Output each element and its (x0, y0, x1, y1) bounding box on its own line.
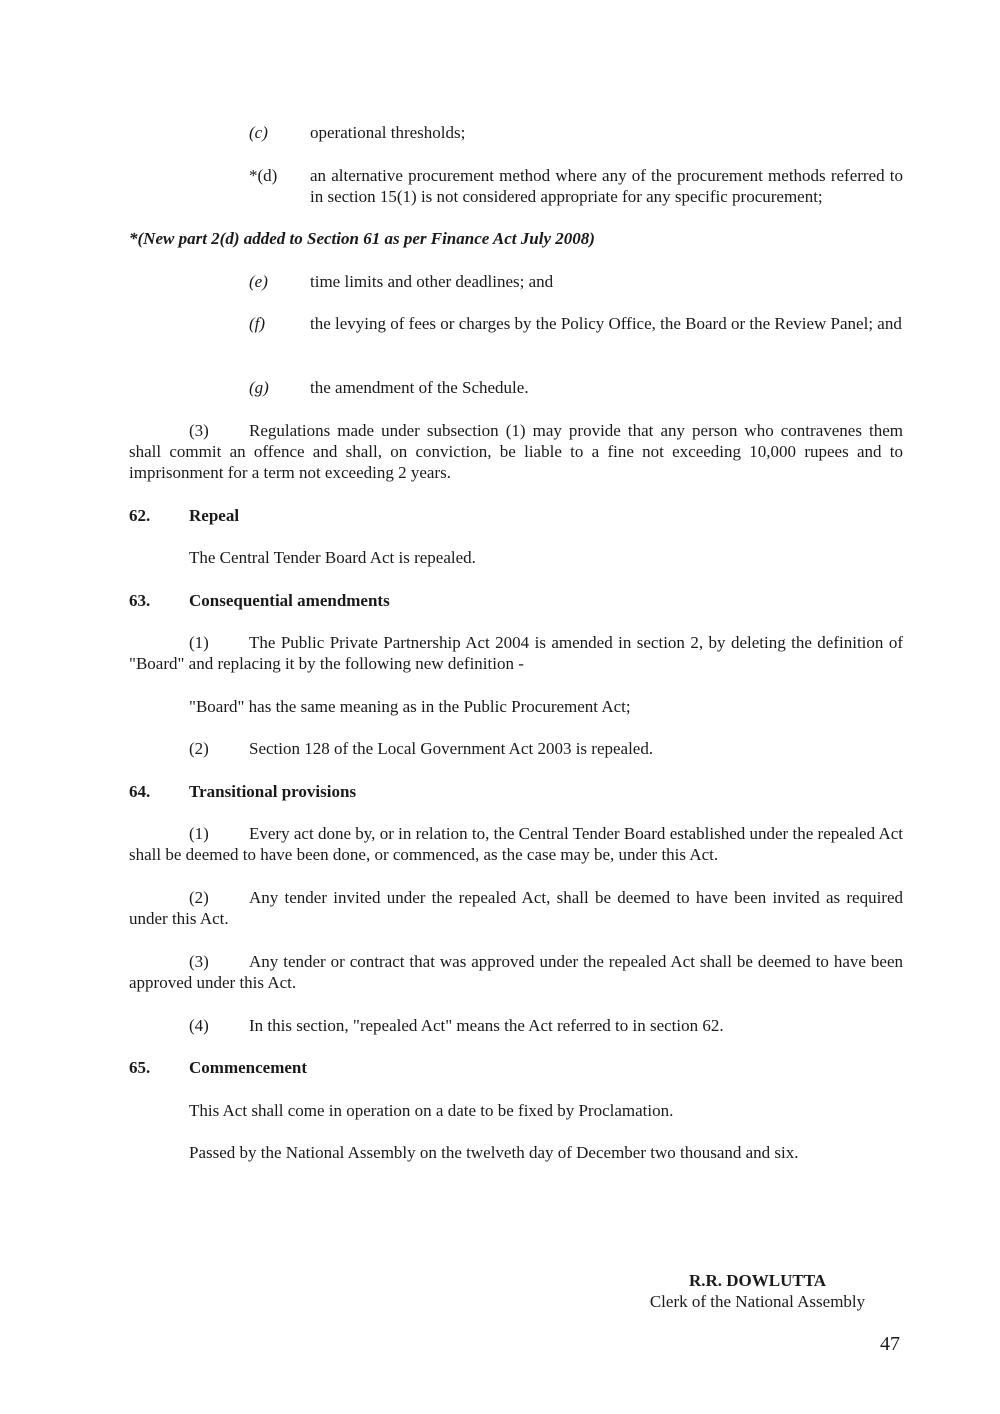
section-65-body: This Act shall come in operation on a date to be fixed by Proclamation. (189, 1101, 674, 1120)
signatory-title: Clerk of the National Assembly (649, 1292, 866, 1311)
subsection-text: Any tender invited under the repealed Act, shall be deemed to have been invited as required under this Act. (129, 888, 903, 928)
subsection-text: In this section, "repealed Act" means the Act referred to in section 62. (249, 1016, 724, 1035)
amendment-note: *(New part 2(d) added to Section 61 as per Finance Act July 2008) (129, 229, 595, 248)
item-label-e: (e) (249, 272, 268, 291)
item-label-g: (g) (249, 378, 269, 397)
page-number: 47 (880, 1333, 900, 1355)
section-62-heading: Repeal (189, 506, 240, 525)
subsection-number: (1) (189, 824, 209, 843)
subsection-number: (3) (189, 952, 209, 971)
subsection-text: Regulations made under subsection (1) may provide that any person who contravenes them shall commit an offence and shall, on conviction, be liable to a fine not exceeding 10,000 rupees and to imprisonment for a term not exceeding 2 years. (129, 421, 903, 482)
subsection-number: (2) (189, 888, 209, 907)
section-64-heading: Transitional provisions (189, 782, 357, 801)
subsection-number: (2) (189, 739, 209, 758)
subsection-64-2 (129, 887, 903, 929)
section-62-body: The Central Tender Board Act is repealed. (189, 548, 476, 567)
section-64-number: 64. (129, 782, 151, 801)
subsection-text: Any tender or contract that was approved under the repealed Act shall be deemed to have been approved under this Act. (129, 952, 903, 992)
signatory-name: R.R. DOWLUTTA (688, 1271, 827, 1290)
passed-statement: Passed by the National Assembly on the twelveth day of December two thousand and six. (189, 1143, 799, 1162)
section-63-heading: Consequential amendments (189, 591, 390, 610)
section-62-number: 62. (129, 506, 151, 525)
subsection-63-2 (129, 738, 903, 759)
item-text-g: the amendment of the Schedule. (310, 378, 529, 397)
subsection-number: (4) (189, 1016, 209, 1035)
subsection-text: The Public Private Partnership Act 2004 is amended in section 2, by deleting the definition of "Board" and replacing it by the following new definition - (129, 633, 903, 673)
item-text-f: the levying of fees or charges by the Policy Office, the Board or the Review Panel; and (310, 314, 902, 333)
subsection-text: Every act done by, or in relation to, the Central Tender Board established under the repealed Act shall be deemed to have been done, or commenced, as the case may be, under this Act. (129, 824, 903, 864)
subsection-64-4 (129, 1015, 903, 1036)
subsection-text: Section 128 of the Local Government Act 2003 is repealed. (249, 739, 654, 758)
item-label-f: (f) (249, 314, 266, 333)
subsection-64-1 (129, 823, 903, 865)
signature-block (600, 1270, 915, 1312)
item-label-c: (c) (249, 123, 268, 142)
subsection-63-1 (129, 632, 903, 674)
board-definition: "Board" has the same meaning as in the Public Procurement Act; (189, 697, 631, 716)
subsection-number: (3) (189, 421, 209, 440)
subsection-64-3 (129, 951, 903, 993)
item-text-e: time limits and other deadlines; and (310, 272, 554, 291)
item-text-d: an alternative procurement method where any of the procurement methods referred to in section 15(1) is not considered appropriate for any specific procurement; (310, 166, 903, 206)
item-text-c: operational thresholds; (310, 123, 466, 142)
subsection-61-3 (129, 420, 903, 483)
section-65-number: 65. (129, 1058, 151, 1077)
section-63-number: 63. (129, 591, 151, 610)
item-label-d: *(d) (249, 166, 278, 185)
section-65-heading: Commencement (189, 1058, 308, 1077)
subsection-number: (1) (189, 633, 209, 652)
